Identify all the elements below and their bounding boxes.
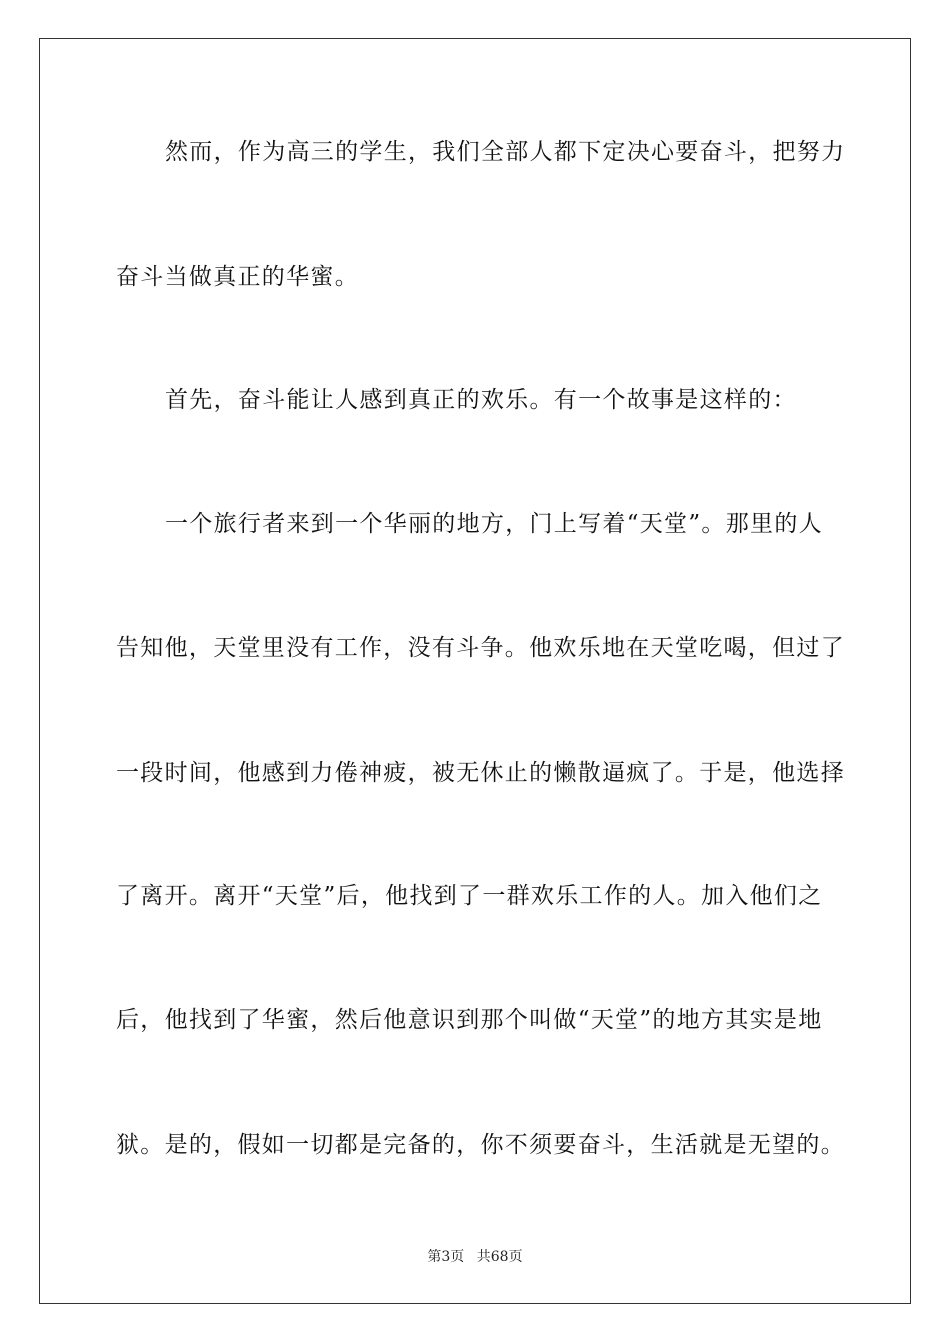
paragraph-2-line-1: 首先，奋斗能让人感到真正的欢乐。有一个故事是这样的： xyxy=(165,387,797,413)
paragraph-3-line-3: 一段时间，他感到力倦神疲，被无休止的懒散逼疯了。于是，他选择 xyxy=(116,760,845,786)
page-frame xyxy=(39,38,911,1304)
paragraph-3-line-1: 一个旅行者来到一个华丽的地方，门上写着“天堂”。那里的人 xyxy=(165,511,823,537)
total-pages: 共68页 xyxy=(476,1249,523,1265)
page-number: 第3页 xyxy=(427,1249,465,1265)
paragraph-3-line-4: 了离开。离开“天堂”后，他找到了一群欢乐工作的人。加入他们之 xyxy=(116,883,823,909)
page-footer xyxy=(0,1248,950,1266)
paragraph-3-line-6: 狱。是的，假如一切都是完备的，你不须要奋斗，生活就是无望的。 xyxy=(116,1132,845,1158)
paragraph-1-line-2: 奋斗当做真正的华蜜。 xyxy=(116,264,359,290)
paragraph-1-line-1: 然而，作为高三的学生，我们全部人都下定决心要奋斗，把努力 xyxy=(165,139,846,165)
paragraph-3-line-5: 后，他找到了华蜜，然后他意识到那个叫做“天堂”的地方其实是地 xyxy=(116,1007,823,1033)
paragraph-3-line-2: 告知他，天堂里没有工作，没有斗争。他欢乐地在天堂吃喝，但过了 xyxy=(116,635,845,661)
